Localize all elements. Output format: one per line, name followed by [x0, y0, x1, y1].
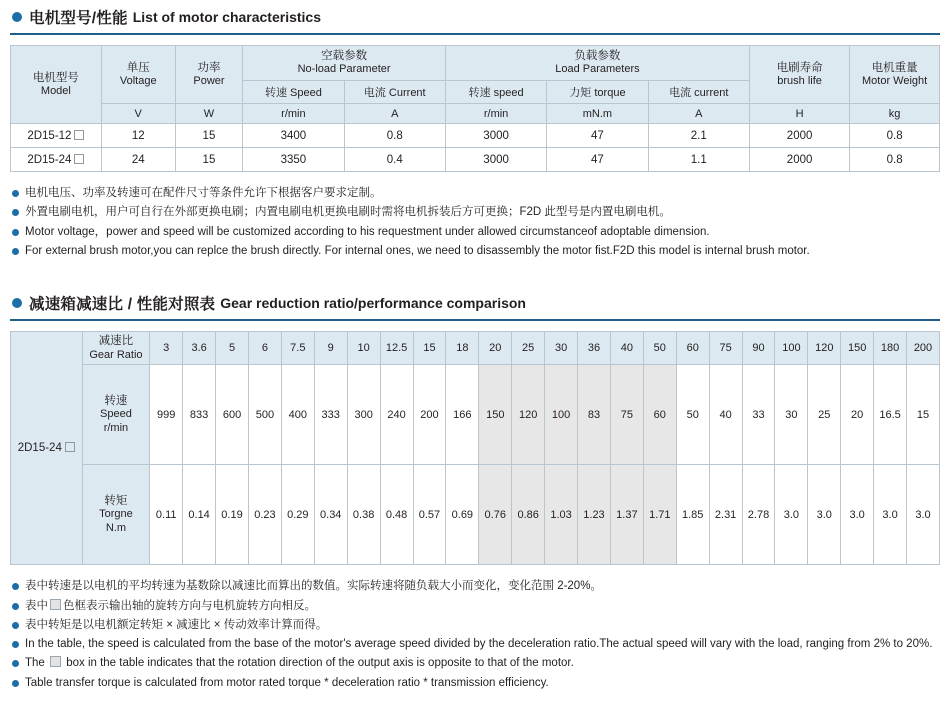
gear-ratio-header: 9 [314, 332, 347, 365]
cell-noload-current: 0.8 [344, 124, 445, 148]
note-with-box: 表中 色框表示输出轴的旋转方向与电机旋转方向相反。 [25, 599, 316, 612]
bullet-icon [12, 622, 19, 629]
gear-torque-cell: 2.78 [742, 465, 775, 565]
cell-brush-life: 2000 [749, 124, 849, 148]
note-item: For external brush motor,you can replce the brush directly. For internal ones, we need to disassembly the motor fist.F2D this model is internal brush motor. [10, 243, 940, 260]
section-title-en: Gear reduction ratio/performance comparison [220, 295, 526, 312]
gear-speed-cell: 120 [512, 365, 545, 465]
gear-torque-cell: 1.03 [545, 465, 578, 565]
table-unit-row [11, 104, 940, 124]
square-marker-icon [74, 154, 84, 164]
note-item: In the table, the speed is calculated from the base of the motor's average speed divided by the deceleration ratio.The actual speed will vary with the load, ranging from 2% to 20%. [10, 636, 940, 653]
gear-speed-cell: 83 [578, 365, 611, 465]
cell-load-current: 1.1 [648, 148, 749, 172]
table-header-row [11, 46, 940, 81]
gear-notes [10, 578, 940, 692]
unit-brush-life: H [749, 104, 849, 124]
header-noload-group: 空载参数 No-load Parameter [243, 46, 446, 81]
header-noload-speed: 转速 Speed [243, 81, 344, 104]
gear-speed-cell: 50 [676, 365, 709, 465]
cell-model: 2D15-12 [11, 124, 102, 148]
gear-speed-cell: 833 [183, 365, 216, 465]
cell-brush-life: 2000 [749, 148, 849, 172]
unit-noload-current: A [344, 104, 445, 124]
gear-speed-cell: 999 [150, 365, 183, 465]
section-header-motor [10, 0, 940, 35]
gear-torque-cell: 0.69 [446, 465, 479, 565]
gear-torque-row [11, 465, 940, 565]
gear-ratio-header: 50 [643, 332, 676, 365]
unit-load-current: A [648, 104, 749, 124]
gear-speed-cell: 100 [545, 365, 578, 465]
header-power: 功率 Power [175, 46, 243, 104]
gear-speed-cell: 20 [841, 365, 874, 465]
gear-header-ratio: 减速比 Gear Ratio [82, 332, 150, 365]
gear-torque-cell: 0.14 [183, 465, 216, 565]
gear-torque-cell: 0.38 [347, 465, 380, 565]
note-item: 表中转矩是以电机额定转矩 × 减速比 × 传动效率计算而得。 [10, 617, 940, 634]
cell-voltage: 24 [101, 148, 175, 172]
note-item [10, 598, 940, 615]
table-row [11, 148, 940, 172]
gear-ratio-header: 200 [907, 332, 940, 365]
gear-speed-cell: 150 [479, 365, 512, 465]
cell-load-speed: 3000 [445, 148, 546, 172]
header-load-speed: 转速 speed [445, 81, 546, 104]
gear-torque-cell: 3.0 [808, 465, 841, 565]
gear-speed-row [11, 365, 940, 465]
gear-row-label-torque: 转矩 Torgne N.m [82, 465, 150, 565]
shade-box-icon [50, 599, 61, 610]
gear-ratio-header: 15 [413, 332, 446, 365]
gear-speed-cell: 400 [281, 365, 314, 465]
gear-ratio-header: 180 [874, 332, 907, 365]
note-item: Table transfer torque is calculated from motor rated torque * deceleration ratio * transmission efficiency. [10, 675, 940, 692]
gear-ratio-header: 40 [610, 332, 643, 365]
gear-torque-cell: 0.34 [314, 465, 347, 565]
cell-noload-speed: 3350 [243, 148, 344, 172]
gear-torque-cell: 1.37 [610, 465, 643, 565]
gear-speed-cell: 40 [709, 365, 742, 465]
cell-noload-current: 0.4 [344, 148, 445, 172]
cell-voltage: 12 [101, 124, 175, 148]
unit-voltage: V [101, 104, 175, 124]
square-marker-icon [74, 130, 84, 140]
header-brush-life: 电刷寿命 brush life [749, 46, 849, 104]
bullet-icon [12, 209, 19, 216]
bullet-icon [12, 229, 19, 236]
section-title-cn: 减速箱减速比 / 性能对照表 [29, 296, 216, 314]
header-load-group: 负载参数 Load Parameters [445, 46, 749, 81]
bullet-icon [12, 190, 19, 197]
gear-model-label: 2D15-24 [17, 442, 62, 455]
gear-ratio-header: 6 [248, 332, 281, 365]
cell-noload-speed: 3400 [243, 124, 344, 148]
header-model: 电机型号 Model [11, 46, 102, 124]
gear-row-label-speed: 转速 Speed r/min [82, 365, 150, 465]
gear-ratio-header: 30 [545, 332, 578, 365]
unit-load-torque: mN.m [547, 104, 648, 124]
cell-load-speed: 3000 [445, 124, 546, 148]
gear-torque-cell: 3.0 [907, 465, 940, 565]
gear-ratio-header: 150 [841, 332, 874, 365]
bullet-icon [12, 298, 22, 308]
gear-ratio-header: 20 [479, 332, 512, 365]
gear-ratio-header: 36 [578, 332, 611, 365]
gear-torque-cell: 0.19 [216, 465, 249, 565]
bullet-icon [12, 641, 19, 648]
section-title-cn: 电机型号/性能 [29, 10, 128, 27]
gear-ratio-header: 100 [775, 332, 808, 365]
gear-speed-cell: 300 [347, 365, 380, 465]
cell-load-current: 2.1 [648, 124, 749, 148]
unit-weight: kg [850, 104, 940, 124]
gear-speed-cell: 60 [643, 365, 676, 465]
section-header-gear [10, 286, 940, 321]
gear-header-model [11, 332, 83, 565]
note-item: 电机电压、功率及转速可在配件尺寸等条件允许下根据客户要求定制。 [10, 185, 940, 202]
gear-speed-cell: 33 [742, 365, 775, 465]
gear-torque-cell: 2.31 [709, 465, 742, 565]
gear-speed-cell: 200 [413, 365, 446, 465]
gear-ratio-header: 12.5 [380, 332, 413, 365]
gear-speed-cell: 75 [610, 365, 643, 465]
gear-torque-cell: 0.76 [479, 465, 512, 565]
gear-torque-cell: 3.0 [874, 465, 907, 565]
gear-ratio-header: 5 [216, 332, 249, 365]
gear-torque-cell: 0.86 [512, 465, 545, 565]
header-load-current: 电流 current [648, 81, 749, 104]
cell-weight: 0.8 [850, 124, 940, 148]
gear-torque-cell: 0.48 [380, 465, 413, 565]
cell-load-torque: 47 [547, 148, 648, 172]
cell-power: 15 [175, 148, 243, 172]
bullet-icon [12, 248, 19, 255]
gear-speed-cell: 333 [314, 365, 347, 465]
motor-characteristics-table [10, 45, 940, 172]
note-with-box: The box in the table indicates that the rotation direction of the output axis is opposite to that of the motor. [25, 657, 574, 670]
gear-ratio-header: 7.5 [281, 332, 314, 365]
square-marker-icon [65, 442, 75, 452]
table-row [11, 124, 940, 148]
header-noload-current: 电流 Current [344, 81, 445, 104]
gear-speed-cell: 16.5 [874, 365, 907, 465]
gear-torque-cell: 3.0 [841, 465, 874, 565]
bullet-icon [12, 12, 22, 22]
cell-power: 15 [175, 124, 243, 148]
gear-speed-cell: 600 [216, 365, 249, 465]
gear-ratio-header: 75 [709, 332, 742, 365]
note-item: Motor voltage，power and speed will be customized according to his requestment under allowed circumstanceof adoptable dimension. [10, 224, 940, 241]
gear-torque-cell: 1.23 [578, 465, 611, 565]
cell-load-torque: 47 [547, 124, 648, 148]
gear-ratio-header: 60 [676, 332, 709, 365]
gear-torque-cell: 0.57 [413, 465, 446, 565]
gear-speed-cell: 15 [907, 365, 940, 465]
unit-noload-speed: r/min [243, 104, 344, 124]
motor-notes [10, 185, 940, 260]
gear-torque-cell: 0.11 [150, 465, 183, 565]
gear-torque-cell: 3.0 [775, 465, 808, 565]
note-item: 表中转速是以电机的平均转速为基数除以减速比而算出的数值。实际转速将随负载大小而变化，变化范围 2-20%。 [10, 578, 940, 595]
gear-speed-cell: 240 [380, 365, 413, 465]
bullet-icon [12, 603, 19, 610]
gear-ratio-header: 3 [150, 332, 183, 365]
gear-ratio-header: 3.6 [183, 332, 216, 365]
gear-ratio-table [10, 331, 940, 565]
gear-speed-cell: 25 [808, 365, 841, 465]
header-voltage: 单压 Voltage [101, 46, 175, 104]
header-load-torque: 力矩 torque [547, 81, 648, 104]
gear-speed-cell: 166 [446, 365, 479, 465]
gear-header-row [11, 332, 940, 365]
section-title-en: List of motor characteristics [132, 9, 321, 25]
unit-power: W [175, 104, 243, 124]
gear-torque-cell: 1.71 [643, 465, 676, 565]
gear-speed-cell: 500 [248, 365, 281, 465]
bullet-icon [12, 660, 19, 667]
note-item [10, 655, 940, 672]
cell-model: 2D15-24 [11, 148, 102, 172]
gear-torque-cell: 0.29 [281, 465, 314, 565]
cell-weight: 0.8 [850, 148, 940, 172]
gear-ratio-header: 10 [347, 332, 380, 365]
gear-ratio-header: 25 [512, 332, 545, 365]
shade-box-icon [50, 656, 61, 667]
bullet-icon [12, 680, 19, 687]
gear-torque-cell: 1.85 [676, 465, 709, 565]
unit-load-speed: r/min [445, 104, 546, 124]
gear-ratio-header: 120 [808, 332, 841, 365]
header-weight: 电机重量 Motor Weight [850, 46, 940, 104]
gear-ratio-header: 90 [742, 332, 775, 365]
bullet-icon [12, 583, 19, 590]
gear-table-wrap [10, 331, 940, 565]
gear-torque-cell: 0.23 [248, 465, 281, 565]
note-item: 外置电刷电机，用户可自行在外部更换电刷；内置电刷电机更换电刷时需将电机拆装后方可更换；F2D 此型号是内置电刷电机。 [10, 204, 940, 221]
gear-ratio-header: 18 [446, 332, 479, 365]
gear-speed-cell: 30 [775, 365, 808, 465]
